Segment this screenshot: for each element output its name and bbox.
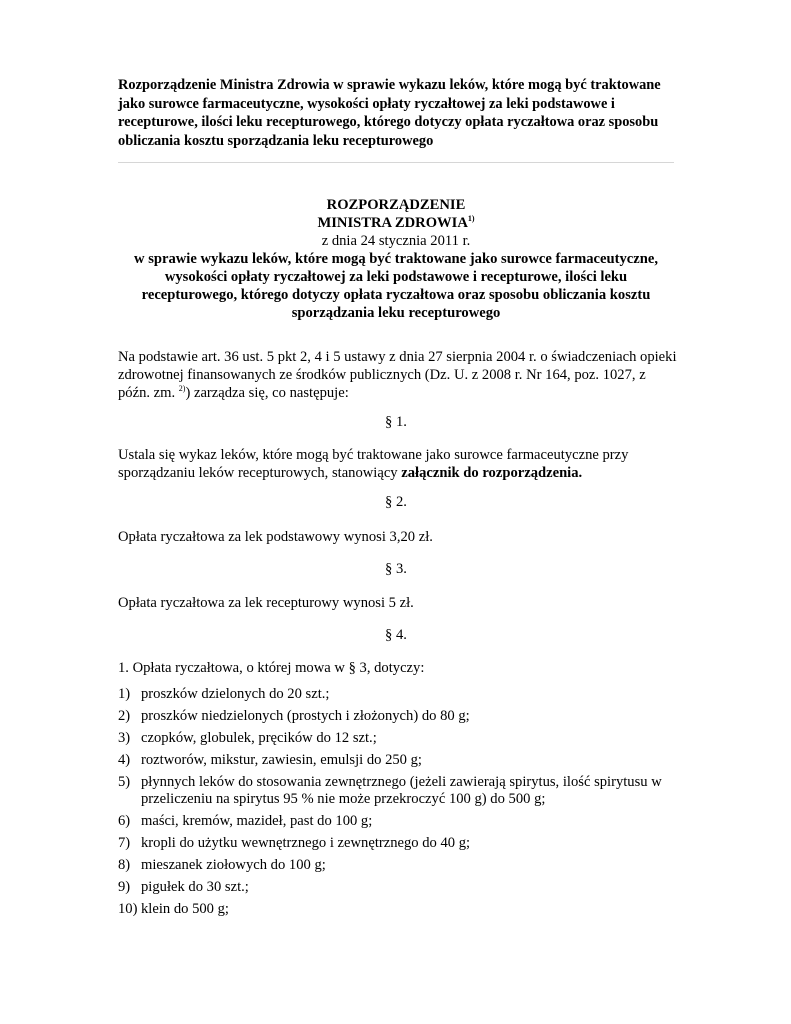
list-item [118, 708, 678, 725]
list-item [118, 901, 678, 918]
list-item [118, 774, 678, 808]
section-3-sign: § 3. [385, 561, 407, 577]
ministry-name: MINISTRA ZDROWIA [317, 215, 468, 231]
section-4-list [118, 686, 678, 923]
section-1-sign: § 1. [385, 414, 407, 430]
list-item-number: 2) [118, 708, 131, 724]
section-1-text [118, 446, 678, 482]
header-line-regulation: ROZPORZĄDZENIE [326, 197, 466, 213]
section-4-sign: § 4. [385, 627, 407, 643]
list-item [118, 879, 678, 896]
regulation-subject: w sprawie wykazu leków, które mogą być traktowane jako surowce farmaceutyczne, wysokości opłaty ryczałtowej za leki podstawowe i recepturowe, ilości leku recepturowego, którego dotyczy opłata ryczałtowa oraz sposobu obliczania kosztu sporządzania leku recepturowego [134, 251, 658, 321]
list-item-number: 10) [118, 901, 138, 917]
list-item-number: 3) [118, 730, 131, 746]
list-item-text: czopków, globulek, pręcików do 12 szt.; [141, 730, 377, 746]
section-3-text: Opłata ryczałtowa za lek recepturowy wynosi 5 zł. [118, 595, 414, 611]
list-item-text: kropli do użytku wewnętrznego i zewnętrznego do 40 g; [141, 835, 471, 851]
list-item [118, 835, 678, 852]
preamble-text-end: ) zarządza się, co następuje: [185, 385, 349, 401]
list-item [118, 813, 678, 830]
list-item-text: proszków niedzielonych (prostych i złożonych) do 80 g; [141, 708, 470, 724]
regulation-date: z dnia 24 stycznia 2011 r. [321, 233, 471, 249]
document-page [118, 76, 678, 150]
list-item [118, 752, 678, 769]
list-item-text: proszków dzielonych do 20 szt.; [141, 686, 330, 702]
section-1-body: Ustala się wykaz leków, które mogą być traktowane jako surowce farmaceutyczne przy sporządzaniu leków recepturowych, stanowiący [118, 447, 629, 481]
list-item-text: maści, kremów, mazideł, past do 100 g; [141, 813, 373, 829]
list-item [118, 857, 678, 874]
list-item-text: mieszanek ziołowych do 100 g; [141, 857, 326, 873]
list-item-text: płynnych leków do stosowania zewnętrznego (jeżeli zawierają spirytus, ilość spirytusu w przeliczeniu na spirytus 95 % nie może przekroczyć 100 g) do 500 g; [141, 774, 662, 807]
list-item-text: roztworów, mikstur, zawiesin, emulsji do 250 g; [141, 752, 422, 768]
preamble [118, 348, 678, 402]
footnote-ref-2[interactable]: 2) [178, 384, 186, 393]
regulation-header [118, 196, 674, 322]
list-item-text: pigułek do 30 szt.; [141, 879, 249, 895]
list-item-number: 7) [118, 835, 131, 851]
list-item-text: klein do 500 g; [141, 901, 229, 917]
document-title: Rozporządzenie Ministra Zdrowia w sprawie wykazu leków, które mogą być traktowane jako surowce farmaceutyczne, wysokości opłaty ryczałtowej za leki podstawowe i recepturowe, ilości leku recepturowego, którego dotyczy opłata ryczałtowa oraz sposobu obliczania kosztu sporządzania leku recepturowego [118, 77, 661, 149]
list-item-number: 6) [118, 813, 131, 829]
section-2-text: Opłata ryczałtowa za lek podstawowy wynosi 3,20 zł. [118, 529, 433, 545]
section-4-intro: 1. Opłata ryczałtowa, o której mowa w § 3, dotyczy: [118, 660, 425, 676]
list-item-number: 8) [118, 857, 131, 873]
list-item [118, 686, 678, 703]
list-item-number: 1) [118, 686, 131, 702]
annex-link[interactable]: załącznik do rozporządzenia. [401, 465, 583, 481]
list-item [118, 730, 678, 747]
list-item-number: 9) [118, 879, 131, 895]
section-2-sign: § 2. [385, 494, 407, 510]
list-item-number: 4) [118, 752, 131, 768]
footnote-ref-1[interactable]: 1) [467, 214, 475, 223]
list-item-number: 5) [118, 774, 131, 790]
preamble-text: Na podstawie art. 36 ust. 5 pkt 2, 4 i 5 ustawy z dnia 27 sierpnia 2004 r. o świadczeniach opieki zdrowotnej finansowanych ze środków publicznych (Dz. U. z 2008 r. Nr 164, poz. 1027, z późn. zm. [118, 349, 677, 401]
title-divider [118, 162, 674, 163]
header-line-ministry [118, 214, 674, 232]
